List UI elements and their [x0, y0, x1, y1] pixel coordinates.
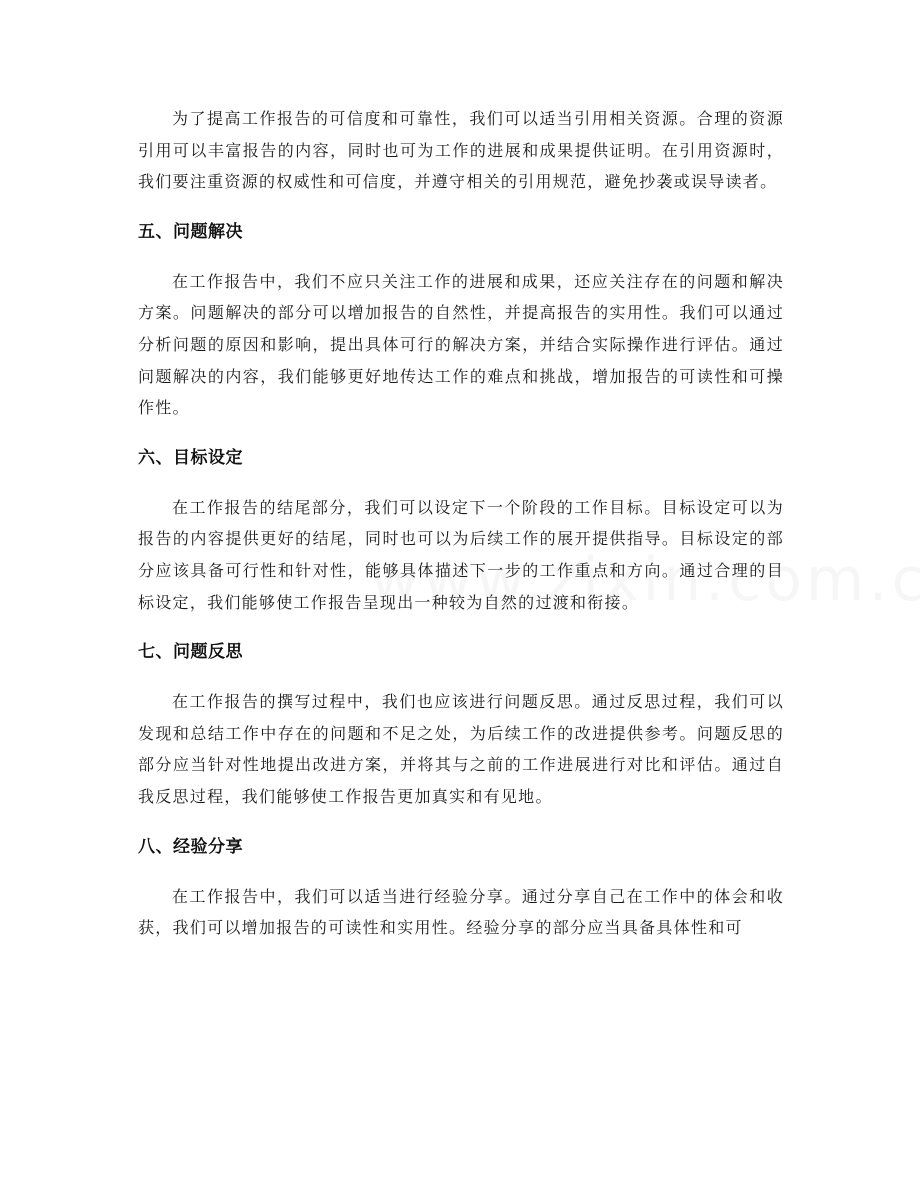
paragraph-problem-reflection: 在工作报告的撰写过程中，我们也应该进行问题反思。通过反思过程，我们可以发现和总结工作中存在的问题和不足之处，为后续工作的改进提供参考。问题反思的部分应当针对性地提出改进方案，并将其与之前的工作进展进行对比和评估。通过自我反思过程，我们能够使工作报告更加真实和有见地。 — [138, 692, 784, 806]
section-heading-experience-sharing: 八、经验分享 — [138, 836, 243, 857]
section-heading-goal-setting: 六、目标设定 — [138, 447, 243, 468]
section-heading-problem-reflection: 七、问题反思 — [138, 642, 243, 663]
paragraph-goal-setting: 在工作报告的结尾部分，我们可以设定下一个阶段的工作目标。目标设定可以为报告的内容提供更好的结尾，同时也可以为后续工作的展开提供指导。目标设定的部分应该具备可行性和针对性，能够具体描述下一步的工作重点和方向。通过合理的目标设定，我们能够使工作报告呈现出一种较为自然的过渡和衔接。 — [138, 497, 784, 612]
document-body — [138, 103, 784, 944]
paragraph-experience-sharing: 在工作报告中，我们可以适当进行经验分享。通过分享自己在工作中的体会和收获，我们可以增加报告的可读性和实用性。经验分享的部分应当具备具体性和可 — [138, 886, 784, 938]
paragraph-problem-solving: 在工作报告中，我们不应只关注工作的进展和成果，还应关注存在的问题和解决方案。问题解决的部分可以增加报告的自然性，并提高报告的实用性。我们可以通过分析问题的原因和影响，提出具体可行的解决方案，并结合实际操作进行评估。通过问题解决的内容，我们能够更好地传达工作的难点和挑战，增加报告的可读性和可操作性。 — [138, 271, 784, 418]
paragraph-resource-citation: 为了提高工作报告的可信度和可靠性，我们可以适当引用相关资源。合理的资源引用可以丰富报告的内容，同时也可为工作的进展和成果提供证明。在引用资源时，我们要注重资源的权威性和可信度，并遵守相关的引用规范，避免抄袭或误导读者。 — [138, 109, 784, 192]
section-heading-problem-solving: 五、问题解决 — [138, 221, 243, 242]
